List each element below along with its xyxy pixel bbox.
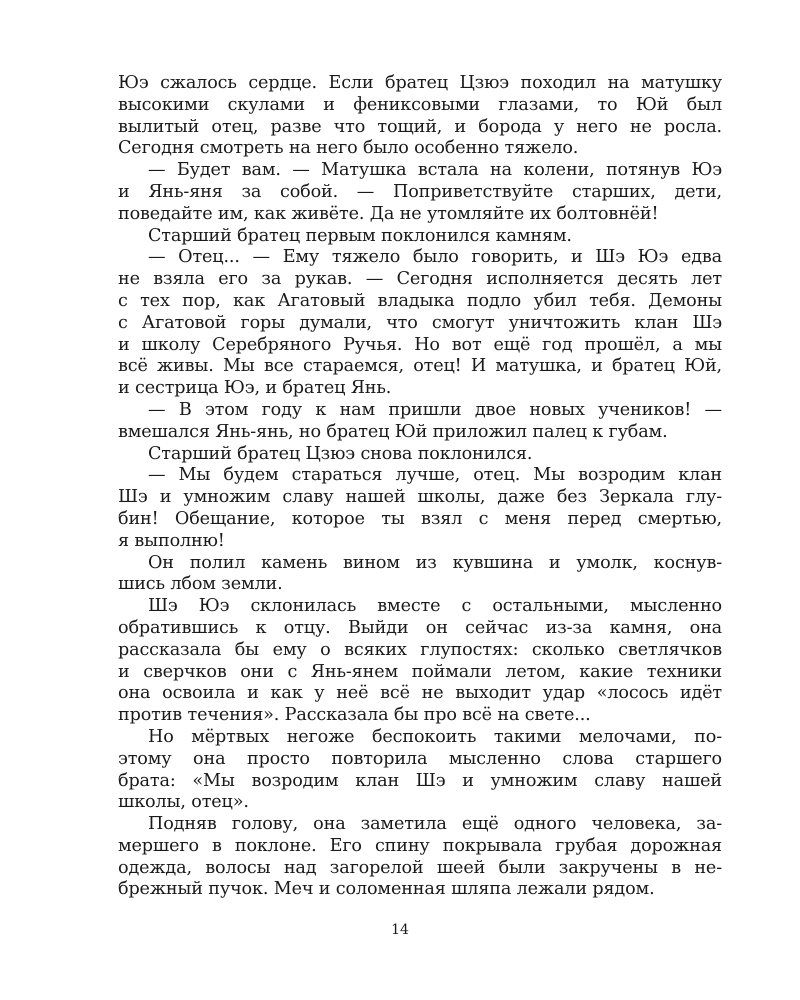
text-line: всё живы. Мы все стараемся, отец! И матушка, и братец Юй,: [118, 356, 722, 377]
text-line: Но мёртвых негоже беспокоить такими мелочами, по-: [148, 726, 722, 747]
text-line: она освоила и как у неё всё не выходит удар «лосось идёт: [118, 683, 722, 704]
text-line: школы, отец».: [118, 792, 249, 813]
text-line: — Будет вам. — Матушка встала на колени, потянув Юэ: [148, 160, 722, 181]
text-line: с тех пор, как Агатовый владыка подло убил тебя. Демоны: [118, 290, 722, 311]
text-line: и школу Серебряного Ручья. Но вот ещё год прошёл, а мы: [118, 334, 722, 355]
text-line: этому она просто повторила мысленно слова старшего: [118, 748, 722, 769]
text-line: Старший братец Цзюэ снова поклонился.: [148, 443, 533, 464]
text-line: брежный пучок. Меч и соломенная шляпа лежали рядом.: [118, 879, 655, 900]
text-line: вмешался Янь-янь, но братец Юй приложил палец к губам.: [118, 421, 668, 442]
text-line: шись лбом земли.: [118, 574, 283, 595]
text-line: с Агатовой горы думали, что смогут уничтожить клан Шэ: [118, 312, 722, 333]
text-line: и Янь-яня за собой. — Поприветствуйте старших, дети,: [118, 181, 722, 202]
text-line: и сверчков они с Янь-янем поймали летом, какие техники: [118, 661, 722, 682]
text-line: поведайте им, как живёте. Да не утомляйте их болтовнёй!: [118, 203, 659, 224]
text-line: Он полил камень вином из кувшина и умолк, коснув-: [148, 552, 722, 573]
text-line: против течения». Рассказала бы про всё на свете...: [118, 705, 591, 726]
text-line: бин! Обещание, которое ты взял с меня перед смертью,: [118, 508, 722, 529]
text-line: — В этом году к нам пришли двое новых учеников! —: [148, 399, 722, 420]
text-line: я выполню!: [118, 530, 225, 551]
text-line: — Отец... — Ему тяжело было говорить, и Шэ Юэ едва: [148, 247, 722, 268]
text-line: не взяла его за рукав. — Сегодня исполняется десять лет: [118, 269, 722, 290]
text-line: Старший братец первым поклонился камням.: [148, 225, 572, 246]
text-line: мершего в поклоне. Его спину покрывала грубая дорожная: [118, 835, 722, 856]
text-line: Шэ Юэ склонилась вместе с остальными, мысленно: [148, 596, 722, 617]
text-line: Шэ и умножим славу нашей школы, даже без Зеркала глу-: [118, 487, 722, 508]
text-line: обратившись к отцу. Выйди он сейчас из-за камня, она: [118, 617, 722, 638]
text-line: рассказала бы ему о всяких глупостях: сколько светлячков: [118, 639, 722, 660]
text-line: Юэ сжалось сердце. Если братец Цзюэ походил на матушку: [118, 73, 722, 93]
page-number: 14: [391, 922, 409, 938]
text-line: — Мы будем стараться лучше, отец. Мы возродим клан: [148, 465, 722, 486]
text-line: Подняв голову, она заметила ещё одного человека, за-: [148, 814, 722, 835]
text-line: Сегодня смотреть на него было особенно тяжело.: [118, 138, 579, 159]
text-line: и сестрица Юэ, и братец Янь.: [118, 378, 392, 399]
text-line: брата: «Мы возродим клан Шэ и умножим славу нашей: [118, 770, 722, 791]
text-line: вылитый отец, разве что тощий, и борода у него не росла.: [118, 116, 722, 137]
text-line: высокими скулами и фениксовыми глазами, то Юй был: [118, 94, 722, 115]
text-line: одежда, волосы над загорелой шеей были закручены в не-: [118, 857, 722, 878]
page-body-text: [118, 73, 722, 901]
